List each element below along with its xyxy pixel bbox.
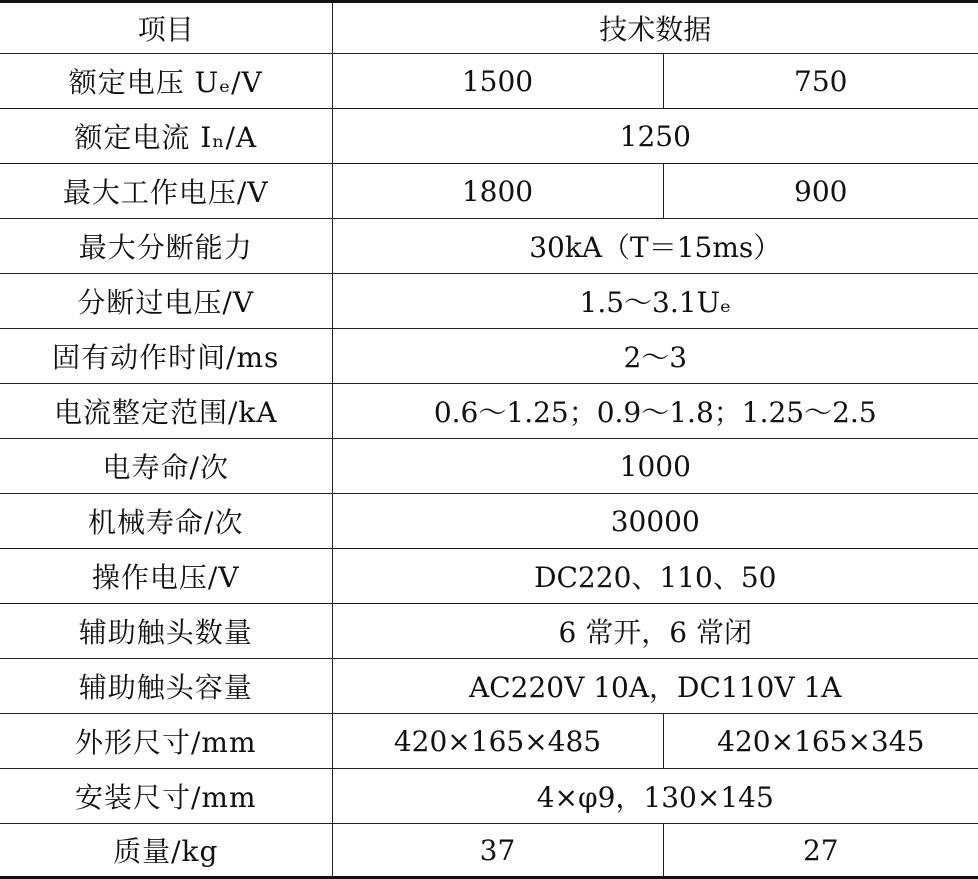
- row-value: 30kA（T＝15ms）: [332, 219, 978, 274]
- table-row: [0, 769, 978, 824]
- row-label: 安装尺寸/mm: [0, 769, 332, 824]
- row-label: 辅助触头容量: [0, 659, 332, 714]
- table-row: [0, 604, 978, 659]
- row-label: 操作电压/V: [0, 549, 332, 604]
- row-value: 0.6～1.25；0.9～1.8；1.25～2.5: [332, 384, 978, 439]
- row-label: 固有动作时间/ms: [0, 329, 332, 384]
- row-label: 外形尺寸/mm: [0, 714, 332, 769]
- table-row: [0, 274, 978, 329]
- table-row: [0, 109, 978, 164]
- table-row: [0, 714, 978, 769]
- table-row: [0, 659, 978, 714]
- row-value: 1.5～3.1Uₑ: [332, 274, 978, 329]
- row-label: 辅助触头数量: [0, 604, 332, 659]
- table-row: [0, 824, 978, 878]
- table-row: [0, 219, 978, 274]
- row-label: 额定电压 Uₑ/V: [0, 54, 332, 109]
- row-value: DC220、110、50: [332, 549, 978, 604]
- row-value: 6 常开，6 常闭: [332, 604, 978, 659]
- row-value: 1500: [332, 54, 663, 109]
- row-label: 机械寿命/次: [0, 494, 332, 549]
- table-row: [0, 329, 978, 384]
- row-label: 电寿命/次: [0, 439, 332, 494]
- table-row: [0, 494, 978, 549]
- header-item: 项目: [0, 2, 332, 54]
- row-value: 900: [663, 164, 978, 219]
- header-data: 技术数据: [332, 2, 978, 54]
- table-row: [0, 164, 978, 219]
- row-label: 最大分断能力: [0, 219, 332, 274]
- row-value: 1250: [332, 109, 978, 164]
- row-value: 4×φ9，130×145: [332, 769, 978, 824]
- row-value: AC220V 10A，DC110V 1A: [332, 659, 978, 714]
- header-row: [0, 2, 978, 54]
- row-label: 质量/kg: [0, 824, 332, 878]
- row-value: 1000: [332, 439, 978, 494]
- row-value: 420×165×485: [332, 714, 663, 769]
- row-value: 750: [663, 54, 978, 109]
- row-value: 27: [663, 824, 978, 878]
- row-value: 1800: [332, 164, 663, 219]
- row-value: 30000: [332, 494, 978, 549]
- table-row: [0, 549, 978, 604]
- row-value: 2～3: [332, 329, 978, 384]
- table-row: [0, 439, 978, 494]
- row-label: 额定电流 Iₙ/A: [0, 109, 332, 164]
- table-row: [0, 384, 978, 439]
- row-value: 420×165×345: [663, 714, 978, 769]
- row-label: 电流整定范围/kA: [0, 384, 332, 439]
- row-label: 最大工作电压/V: [0, 164, 332, 219]
- row-value: 37: [332, 824, 663, 878]
- row-label: 分断过电压/V: [0, 274, 332, 329]
- table-row: [0, 54, 978, 109]
